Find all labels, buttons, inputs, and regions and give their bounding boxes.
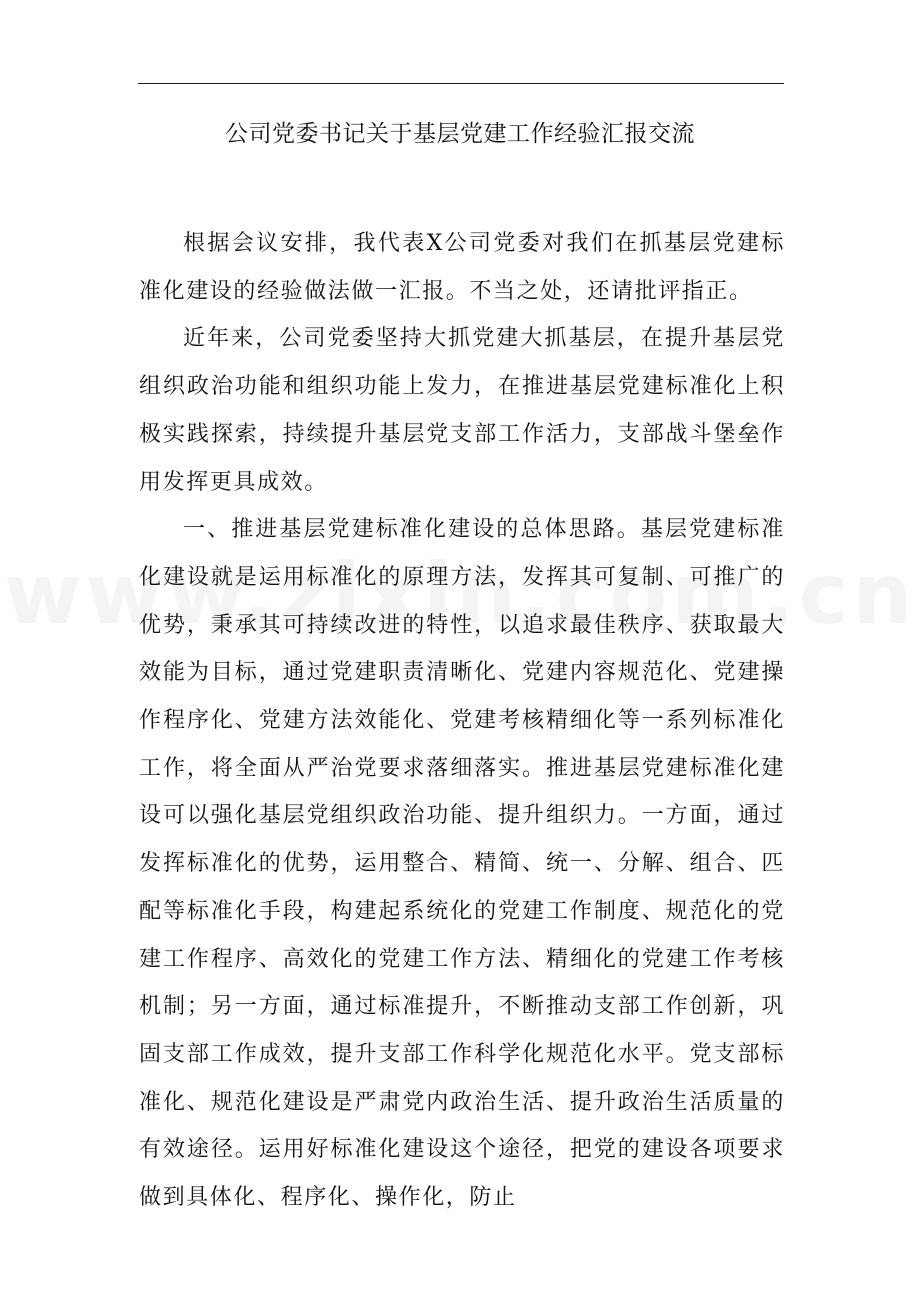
paragraph-intro: 根据会议安排，我代表X公司党委对我们在抓基层党建标准化建设的经验做法做一汇报。不当之处，还请批评指正。 [139,231,785,304]
paragraph-section-one: 一、推进基层党建标准化建设的总体思路。基层党建标准化建设就是运用标准化的原理方法，发挥其可复制、可推广的优势，秉承其可持续改进的特性，以追求最佳秩序、获取最大效能为目标，通过党建职责清晰化、党建内容规范化、党建操作程序化、党建方法效能化、党建考核精细化等一系列标准化工作，将全面从严治党要求落细落实。推进基层党建标准化建设可以强化基层党组织政治功能、提升组织力。一方面，通过发挥标准化的优势，运用整合、精简、统一、分解、组合、匹配等标准化手段，构建起系统化的党建工作制度、规范化的党建工作程序、高效化的党建工作方法、精细化的党建工作考核机制；另一方面，通过标准提升，不断推动支部工作创新，巩固支部工作成效，提升支部工作科学化规范化水平。党支部标准化、规范化建设是严肃党内政治生活、提升政治生活质量的有效途径。运用好标准化建设这个途径，把党的建设各项要求做到具体化、程序化、操作化，防止 [139,517,785,1211]
paragraph-overview: 近年来，公司党委坚持大抓党建大抓基层，在提升基层党组织政治功能和组织功能上发力，在推进基层党建标准化上积极实践探索，持续提升基层党支部工作活力，支部战斗堡垒作用发挥更具成效。 [139,326,785,495]
document-body [139,220,785,1222]
document-title: 公司党委书记关于基层党建工作经验汇报交流 [225,121,695,147]
header-rule [138,83,784,84]
